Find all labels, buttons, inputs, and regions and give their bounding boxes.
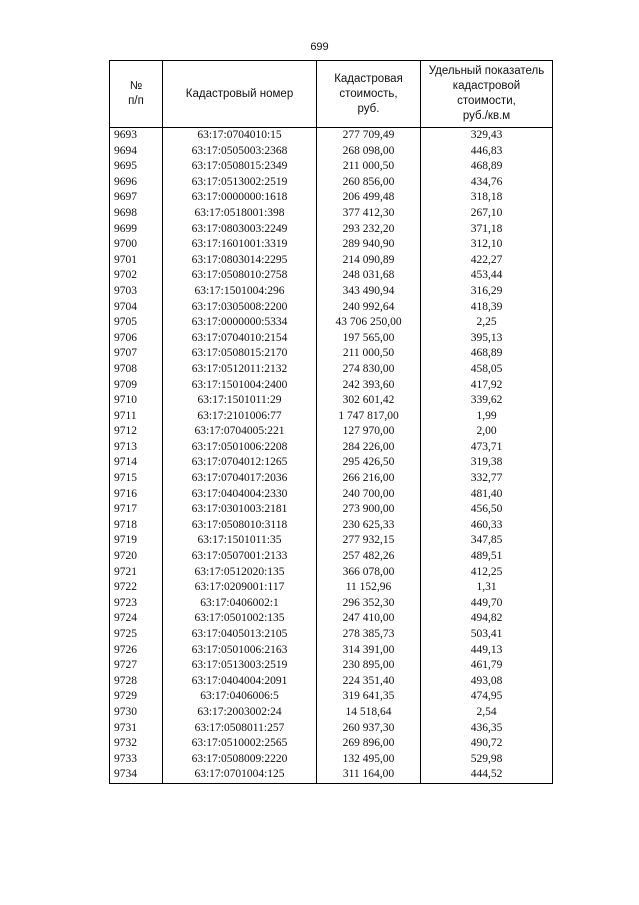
cadastral-number-cell: 63:17:1501011:35: [163, 533, 317, 549]
row-number-cell: 9734: [110, 767, 163, 783]
cadastral-number-cell: 63:17:0406002:1: [163, 596, 317, 612]
header-specific-line: Удельный показатель: [428, 65, 545, 77]
row-number-cell: 9708: [110, 362, 163, 378]
table-row: [110, 596, 553, 612]
table-row: [110, 440, 553, 456]
table-row: [110, 565, 553, 581]
cadastral-number-cell: 63:17:0704017:2036: [163, 471, 317, 487]
header-num-line: п/п: [128, 95, 144, 107]
table-row: [110, 159, 553, 175]
table-row: [110, 237, 553, 253]
row-number-cell: 9729: [110, 689, 163, 705]
row-number-cell: 9728: [110, 674, 163, 690]
row-number-cell: 9701: [110, 253, 163, 269]
row-number-cell: 9695: [110, 159, 163, 175]
cadastral-table: [109, 60, 553, 784]
table-row: [110, 518, 553, 534]
cadastral-cost-cell: 293 232,20: [317, 222, 421, 238]
row-number-cell: 9700: [110, 237, 163, 253]
table-row: [110, 268, 553, 284]
cadastral-number-cell: 63:17:0508010:2758: [163, 268, 317, 284]
table-body: [110, 128, 553, 784]
cadastral-cost-cell: 302 601,42: [317, 393, 421, 409]
table-row: [110, 128, 553, 144]
cadastral-cost-cell: 343 490,94: [317, 284, 421, 300]
cadastral-cost-cell: 278 385,73: [317, 627, 421, 643]
cadastral-cost-cell: 211 000,50: [317, 159, 421, 175]
cadastral-cost-cell: 314 391,00: [317, 643, 421, 659]
table-row: [110, 752, 553, 768]
row-number-cell: 9714: [110, 455, 163, 471]
specific-value-cell: 529,98: [421, 752, 553, 768]
cadastral-number-cell: 63:17:1501004:2400: [163, 378, 317, 394]
cadastral-cost-cell: 274 830,00: [317, 362, 421, 378]
cadastral-cost-cell: 247 410,00: [317, 611, 421, 627]
table-row: [110, 253, 553, 269]
table-row: [110, 674, 553, 690]
header-specific-line: кадастровой: [452, 80, 521, 92]
specific-value-cell: 395,13: [421, 331, 553, 347]
table-row: [110, 206, 553, 222]
specific-value-cell: 1,99: [421, 409, 553, 425]
cadastral-cost-cell: 127 970,00: [317, 424, 421, 440]
specific-value-cell: 316,29: [421, 284, 553, 300]
specific-value-cell: 473,71: [421, 440, 553, 456]
specific-value-cell: 493,08: [421, 674, 553, 690]
specific-value-cell: 2,54: [421, 705, 553, 721]
header-cost: [317, 61, 421, 128]
cadastral-number-cell: 63:17:0512011:2132: [163, 362, 317, 378]
cadastral-number-cell: 63:17:0508015:2170: [163, 346, 317, 362]
table-row: [110, 736, 553, 752]
row-number-cell: 9705: [110, 315, 163, 331]
cadastral-cost-cell: 224 351,40: [317, 674, 421, 690]
cadastral-number-cell: 63:17:0513002:2519: [163, 175, 317, 191]
row-number-cell: 9710: [110, 393, 163, 409]
table-row: [110, 300, 553, 316]
table-row: [110, 315, 553, 331]
row-number-cell: 9722: [110, 580, 163, 596]
cadastral-number-cell: 63:17:0508009:2220: [163, 752, 317, 768]
cadastral-cost-cell: 377 412,30: [317, 206, 421, 222]
table-row: [110, 705, 553, 721]
table-row: [110, 175, 553, 191]
specific-value-cell: 494,82: [421, 611, 553, 627]
cadastral-cost-cell: 273 900,00: [317, 502, 421, 518]
cadastral-number-cell: 63:17:0704010:2154: [163, 331, 317, 347]
cadastral-cost-cell: 268 098,00: [317, 144, 421, 160]
row-number-cell: 9712: [110, 424, 163, 440]
table-row: [110, 409, 553, 425]
specific-value-cell: 434,76: [421, 175, 553, 191]
cadastral-cost-cell: 284 226,00: [317, 440, 421, 456]
header-specific-line: руб./кв.м: [462, 110, 511, 122]
specific-value-cell: 444,52: [421, 767, 553, 783]
header-specific-line: стоимости,: [457, 95, 516, 107]
specific-value-cell: 371,18: [421, 222, 553, 238]
cadastral-number-cell: 63:17:0000000:5334: [163, 315, 317, 331]
specific-value-cell: 503,41: [421, 627, 553, 643]
cadastral-number-cell: 63:17:0701004:125: [163, 767, 317, 783]
header-cadastral-number-line: Кадастровый номер: [185, 87, 294, 100]
table-row: [110, 284, 553, 300]
cadastral-cost-cell: 206 499,48: [317, 190, 421, 206]
cadastral-number-cell: 63:17:0513003:2519: [163, 658, 317, 674]
table-row: [110, 658, 553, 674]
table-row: [110, 378, 553, 394]
row-number-cell: 9709: [110, 378, 163, 394]
cadastral-number-cell: 63:17:1501011:29: [163, 393, 317, 409]
header-specific: [421, 61, 553, 128]
cadastral-number-cell: 63:17:0508011:257: [163, 721, 317, 737]
specific-value-cell: 468,89: [421, 159, 553, 175]
cadastral-number-cell: 63:17:0501006:2163: [163, 643, 317, 659]
specific-value-cell: 2,25: [421, 315, 553, 331]
table-row: [110, 471, 553, 487]
cadastral-cost-cell: 214 090,89: [317, 253, 421, 269]
row-number-cell: 9731: [110, 721, 163, 737]
row-number-cell: 9732: [110, 736, 163, 752]
cadastral-cost-cell: 269 896,00: [317, 736, 421, 752]
specific-value-cell: 312,10: [421, 237, 553, 253]
cadastral-cost-cell: 296 352,30: [317, 596, 421, 612]
row-number-cell: 9694: [110, 144, 163, 160]
table-row: [110, 549, 553, 565]
table-row: [110, 455, 553, 471]
specific-value-cell: 446,83: [421, 144, 553, 160]
row-number-cell: 9699: [110, 222, 163, 238]
cadastral-number-cell: 63:17:0505003:2368: [163, 144, 317, 160]
specific-value-cell: 449,13: [421, 643, 553, 659]
table-row: [110, 222, 553, 238]
specific-value-cell: 267,10: [421, 206, 553, 222]
table-row: [110, 643, 553, 659]
specific-value-cell: 329,43: [421, 128, 553, 144]
cadastral-cost-cell: 240 992,64: [317, 300, 421, 316]
row-number-cell: 9693: [110, 128, 163, 144]
header-num-line: №: [129, 80, 143, 92]
cadastral-cost-cell: 257 482,26: [317, 549, 421, 565]
row-number-cell: 9716: [110, 487, 163, 503]
header-cost-line: стоимость,: [339, 87, 398, 100]
cadastral-cost-cell: 11 152,96: [317, 580, 421, 596]
row-number-cell: 9706: [110, 331, 163, 347]
cadastral-cost-cell: 43 706 250,00: [317, 315, 421, 331]
cadastral-cost-cell: 311 164,00: [317, 767, 421, 783]
specific-value-cell: 347,85: [421, 533, 553, 549]
row-number-cell: 9721: [110, 565, 163, 581]
cadastral-cost-cell: 277 709,49: [317, 128, 421, 144]
cadastral-number-cell: 63:17:0704005:221: [163, 424, 317, 440]
cadastral-number-cell: 63:17:0704010:15: [163, 128, 317, 144]
row-number-cell: 9733: [110, 752, 163, 768]
specific-value-cell: 468,89: [421, 346, 553, 362]
specific-value-cell: 436,35: [421, 721, 553, 737]
cadastral-cost-cell: 319 641,35: [317, 689, 421, 705]
row-number-cell: 9703: [110, 284, 163, 300]
cadastral-number-cell: 63:17:0305008:2200: [163, 300, 317, 316]
row-number-cell: 9726: [110, 643, 163, 659]
table-row: [110, 689, 553, 705]
cadastral-number-cell: 63:17:0404004:2330: [163, 487, 317, 503]
row-number-cell: 9696: [110, 175, 163, 191]
cadastral-number-cell: 63:17:0301003:2181: [163, 502, 317, 518]
cadastral-number-cell: 63:17:0803003:2249: [163, 222, 317, 238]
row-number-cell: 9698: [110, 206, 163, 222]
table-row: [110, 611, 553, 627]
row-number-cell: 9707: [110, 346, 163, 362]
table-row: [110, 144, 553, 160]
cadastral-cost-cell: 230 895,00: [317, 658, 421, 674]
cadastral-number-cell: 63:17:0508015:2349: [163, 159, 317, 175]
row-number-cell: 9715: [110, 471, 163, 487]
header-num: [110, 61, 163, 128]
cadastral-cost-cell: 132 495,00: [317, 752, 421, 768]
table-row: [110, 487, 553, 503]
row-number-cell: 9704: [110, 300, 163, 316]
row-number-cell: 9697: [110, 190, 163, 206]
cadastral-cost-cell: 14 518,64: [317, 705, 421, 721]
cadastral-number-cell: 63:17:0803014:2295: [163, 253, 317, 269]
cadastral-number-cell: 63:17:0704012:1265: [163, 455, 317, 471]
cadastral-number-cell: 63:17:0406006:5: [163, 689, 317, 705]
table-row: [110, 331, 553, 347]
table-header-row: [110, 61, 553, 128]
table-row: [110, 533, 553, 549]
specific-value-cell: 449,70: [421, 596, 553, 612]
specific-value-cell: 2,00: [421, 424, 553, 440]
row-number-cell: 9718: [110, 518, 163, 534]
cadastral-cost-cell: 211 000,50: [317, 346, 421, 362]
specific-value-cell: 461,79: [421, 658, 553, 674]
header-cadastral-number: [163, 61, 317, 128]
specific-value-cell: 318,18: [421, 190, 553, 206]
table-row: [110, 424, 553, 440]
cadastral-number-cell: 63:17:0512020:135: [163, 565, 317, 581]
cadastral-cost-cell: 260 937,30: [317, 721, 421, 737]
cadastral-number-cell: 63:17:0507001:2133: [163, 549, 317, 565]
cadastral-cost-cell: 366 078,00: [317, 565, 421, 581]
cadastral-cost-cell: 295 426,50: [317, 455, 421, 471]
header-cost-line: руб.: [357, 102, 380, 115]
cadastral-number-cell: 63:17:2003002:24: [163, 705, 317, 721]
cadastral-number-cell: 63:17:0501002:135: [163, 611, 317, 627]
specific-value-cell: 412,25: [421, 565, 553, 581]
table-row: [110, 393, 553, 409]
row-number-cell: 9711: [110, 409, 163, 425]
row-number-cell: 9713: [110, 440, 163, 456]
table-row: [110, 767, 553, 783]
specific-value-cell: 458,05: [421, 362, 553, 378]
header-cost-line: Кадастровая: [334, 72, 403, 85]
cadastral-number-cell: 63:17:0518001:398: [163, 206, 317, 222]
row-number-cell: 9725: [110, 627, 163, 643]
cadastral-number-cell: 63:17:0510002:2565: [163, 736, 317, 752]
table-row: [110, 627, 553, 643]
specific-value-cell: 489,51: [421, 549, 553, 565]
cadastral-number-cell: 63:17:0501006:2208: [163, 440, 317, 456]
cadastral-cost-cell: 242 393,60: [317, 378, 421, 394]
specific-value-cell: 474,95: [421, 689, 553, 705]
row-number-cell: 9727: [110, 658, 163, 674]
specific-value-cell: 417,92: [421, 378, 553, 394]
cadastral-cost-cell: 289 940,90: [317, 237, 421, 253]
cadastral-number-cell: 63:17:1601001:3319: [163, 237, 317, 253]
specific-value-cell: 460,33: [421, 518, 553, 534]
cadastral-cost-cell: 240 700,00: [317, 487, 421, 503]
cadastral-cost-cell: 230 625,33: [317, 518, 421, 534]
table-row: [110, 362, 553, 378]
table-row: [110, 721, 553, 737]
row-number-cell: 9730: [110, 705, 163, 721]
specific-value-cell: 319,38: [421, 455, 553, 471]
table-row: [110, 346, 553, 362]
row-number-cell: 9717: [110, 502, 163, 518]
row-number-cell: 9723: [110, 596, 163, 612]
cadastral-number-cell: 63:17:2101006:77: [163, 409, 317, 425]
cadastral-number-cell: 63:17:1501004:296: [163, 284, 317, 300]
cadastral-number-cell: 63:17:0405013:2105: [163, 627, 317, 643]
row-number-cell: 9702: [110, 268, 163, 284]
page-number: 699: [310, 41, 329, 53]
table-row: [110, 580, 553, 596]
cadastral-cost-cell: 1 747 817,00: [317, 409, 421, 425]
cadastral-number-cell: 63:17:0209001:117: [163, 580, 317, 596]
cadastral-number-cell: 63:17:0000000:1618: [163, 190, 317, 206]
specific-value-cell: 456,50: [421, 502, 553, 518]
cadastral-cost-cell: 197 565,00: [317, 331, 421, 347]
specific-value-cell: 490,72: [421, 736, 553, 752]
specific-value-cell: 481,40: [421, 487, 553, 503]
cadastral-cost-cell: 266 216,00: [317, 471, 421, 487]
specific-value-cell: 418,39: [421, 300, 553, 316]
row-number-cell: 9719: [110, 533, 163, 549]
specific-value-cell: 453,44: [421, 268, 553, 284]
specific-value-cell: 422,27: [421, 253, 553, 269]
cadastral-cost-cell: 277 932,15: [317, 533, 421, 549]
cadastral-cost-cell: 260 856,00: [317, 175, 421, 191]
specific-value-cell: 332,77: [421, 471, 553, 487]
row-number-cell: 9720: [110, 549, 163, 565]
specific-value-cell: 339,62: [421, 393, 553, 409]
cadastral-cost-cell: 248 031,68: [317, 268, 421, 284]
row-number-cell: 9724: [110, 611, 163, 627]
cadastral-number-cell: 63:17:0508010:3118: [163, 518, 317, 534]
table-row: [110, 190, 553, 206]
table-row: [110, 502, 553, 518]
specific-value-cell: 1,31: [421, 580, 553, 596]
cadastral-number-cell: 63:17:0404004:2091: [163, 674, 317, 690]
